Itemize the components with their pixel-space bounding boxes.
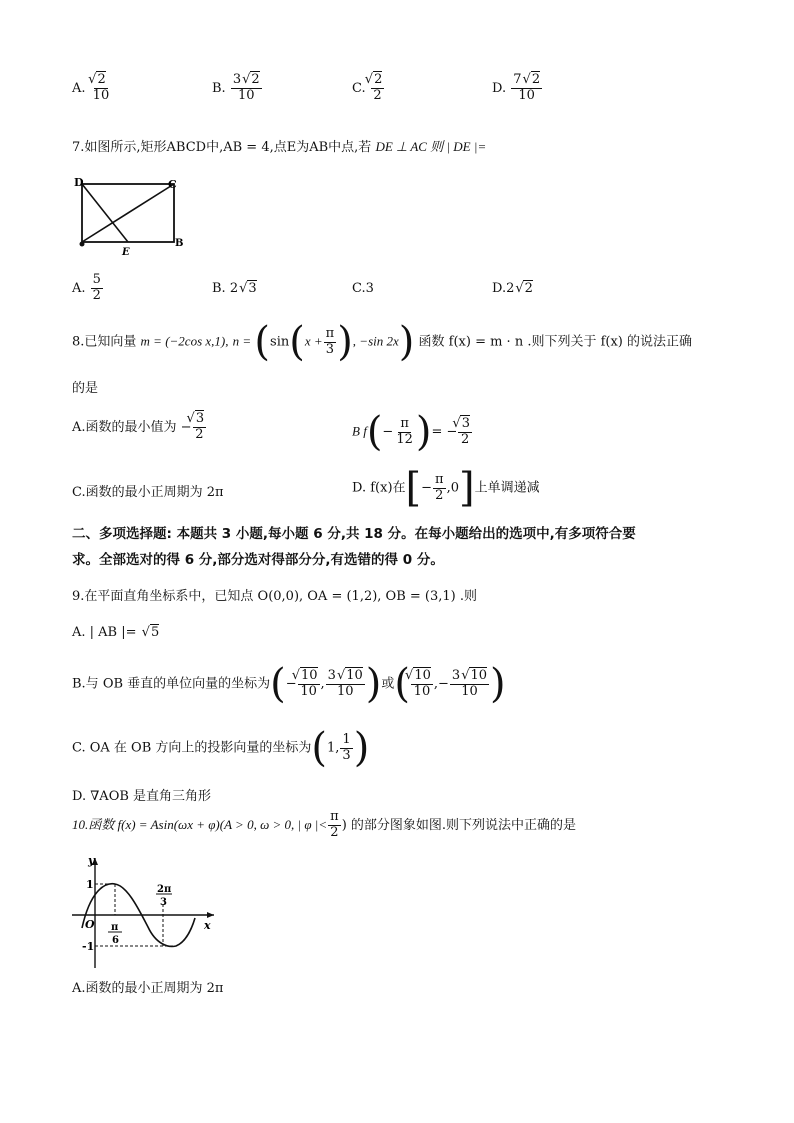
q8-option-b: B f(− $\frac{\pi}{12}$ )= − √ $\frac{3}{2}$	[352, 412, 473, 452]
axis-y-label: y	[88, 854, 95, 867]
section2-heading-line2: 求。全部选对的得 6 分,部分选对得部分分,有选错的得 0 分。	[72, 552, 444, 568]
tick-1-label: 1	[86, 878, 94, 891]
q6-option-a: A. √ $\frac{2}{10}$	[72, 73, 112, 104]
tick-pi6-den: 6	[112, 935, 119, 946]
q10-option-a: A.函数的最小正周期为 2π	[72, 981, 224, 996]
q7-option-c: C.3	[352, 281, 374, 296]
q7-option-a: A. $\frac{5}{2}$	[72, 272, 101, 303]
q7-option-d: D.2√ 2	[492, 281, 533, 296]
q10-sine-graph	[68, 852, 218, 972]
q8-stem: 8.已知向量 m = (−2cos x,1), n = (sin(x + $\frac{\pi}{3}$ ), −sin 2x) 函数 f(x) = m · n .则下列关于 f(x) 的说法正确	[72, 319, 693, 365]
q8-option-c: C.函数的最小正周期为 2π	[72, 485, 224, 500]
q7-stem: 7.如图所示,矩形ABCD中,AB = 4,点E为AB中点,若 DE ⊥ AC 则 | DE |=	[72, 139, 487, 155]
q8-option-a: A.函数的最小值为 − √ $\frac{3}{2}$	[72, 412, 207, 443]
q10-stem: 10.函数 f(x) = Asin(ωx + φ)(A > 0, ω > 0, | φ |< $\frac{\pi}{2}$ ) 的部分图象如图.则下列说法中正确的是	[72, 809, 577, 840]
tick-neg1-label: -1	[82, 940, 95, 953]
q9-option-b: B.与 OB 垂直的单位向量的坐标为(− √ $\frac{10}{10}$ , $\frac{3√ 10}{10}$ )或( √ $\frac{10}{10}$ ,− $\frac{3√ 10}{10}$ )	[72, 664, 506, 704]
q9-option-d: D. ∇AOB 是直角三角形	[72, 789, 212, 804]
label-c: C	[168, 178, 177, 191]
label-d: D	[74, 176, 84, 189]
q8-stem-line2: 的是	[72, 381, 99, 396]
q6-option-d: D. $\frac{7√ 2}{10}$	[492, 73, 543, 104]
section2-heading-line1: 二、多项选择题: 本题共 3 小题,每小题 6 分,共 18 分。在每小题给出的选项中,有多项符合要	[72, 526, 636, 542]
q9-option-a: A. | AB |= √ 5	[72, 625, 159, 640]
q8-option-d: D. f(x)在[− $\frac{\pi}{2}$ ,0]上单调递减	[352, 465, 540, 511]
q6-option-b: B. $\frac{3√ 2}{10}$	[212, 73, 263, 104]
q7-rectangle-figure	[72, 172, 187, 258]
q7-option-b: B. 2√ 3	[212, 281, 257, 296]
tick-pi6-num: π	[111, 922, 119, 933]
label-e: E	[122, 247, 130, 258]
label-b: B	[175, 238, 184, 249]
origin-label: O	[85, 918, 95, 931]
q9-stem: 9.在平面直角坐标系中，已知点 O(0,0), OA = (1,2), OB = (3,1) .则	[72, 589, 478, 604]
q9-option-c: C. OA 在 OB 方向上的投影向量的坐标为(1, $\frac{1}{3}$ )	[72, 725, 370, 771]
tick-2pi3-num: 2π	[157, 884, 172, 895]
q6-option-c: C. √ $\frac{2}{2}$	[352, 73, 385, 104]
tick-2pi3-den: 3	[160, 897, 167, 908]
axis-x-label: x	[204, 919, 211, 932]
